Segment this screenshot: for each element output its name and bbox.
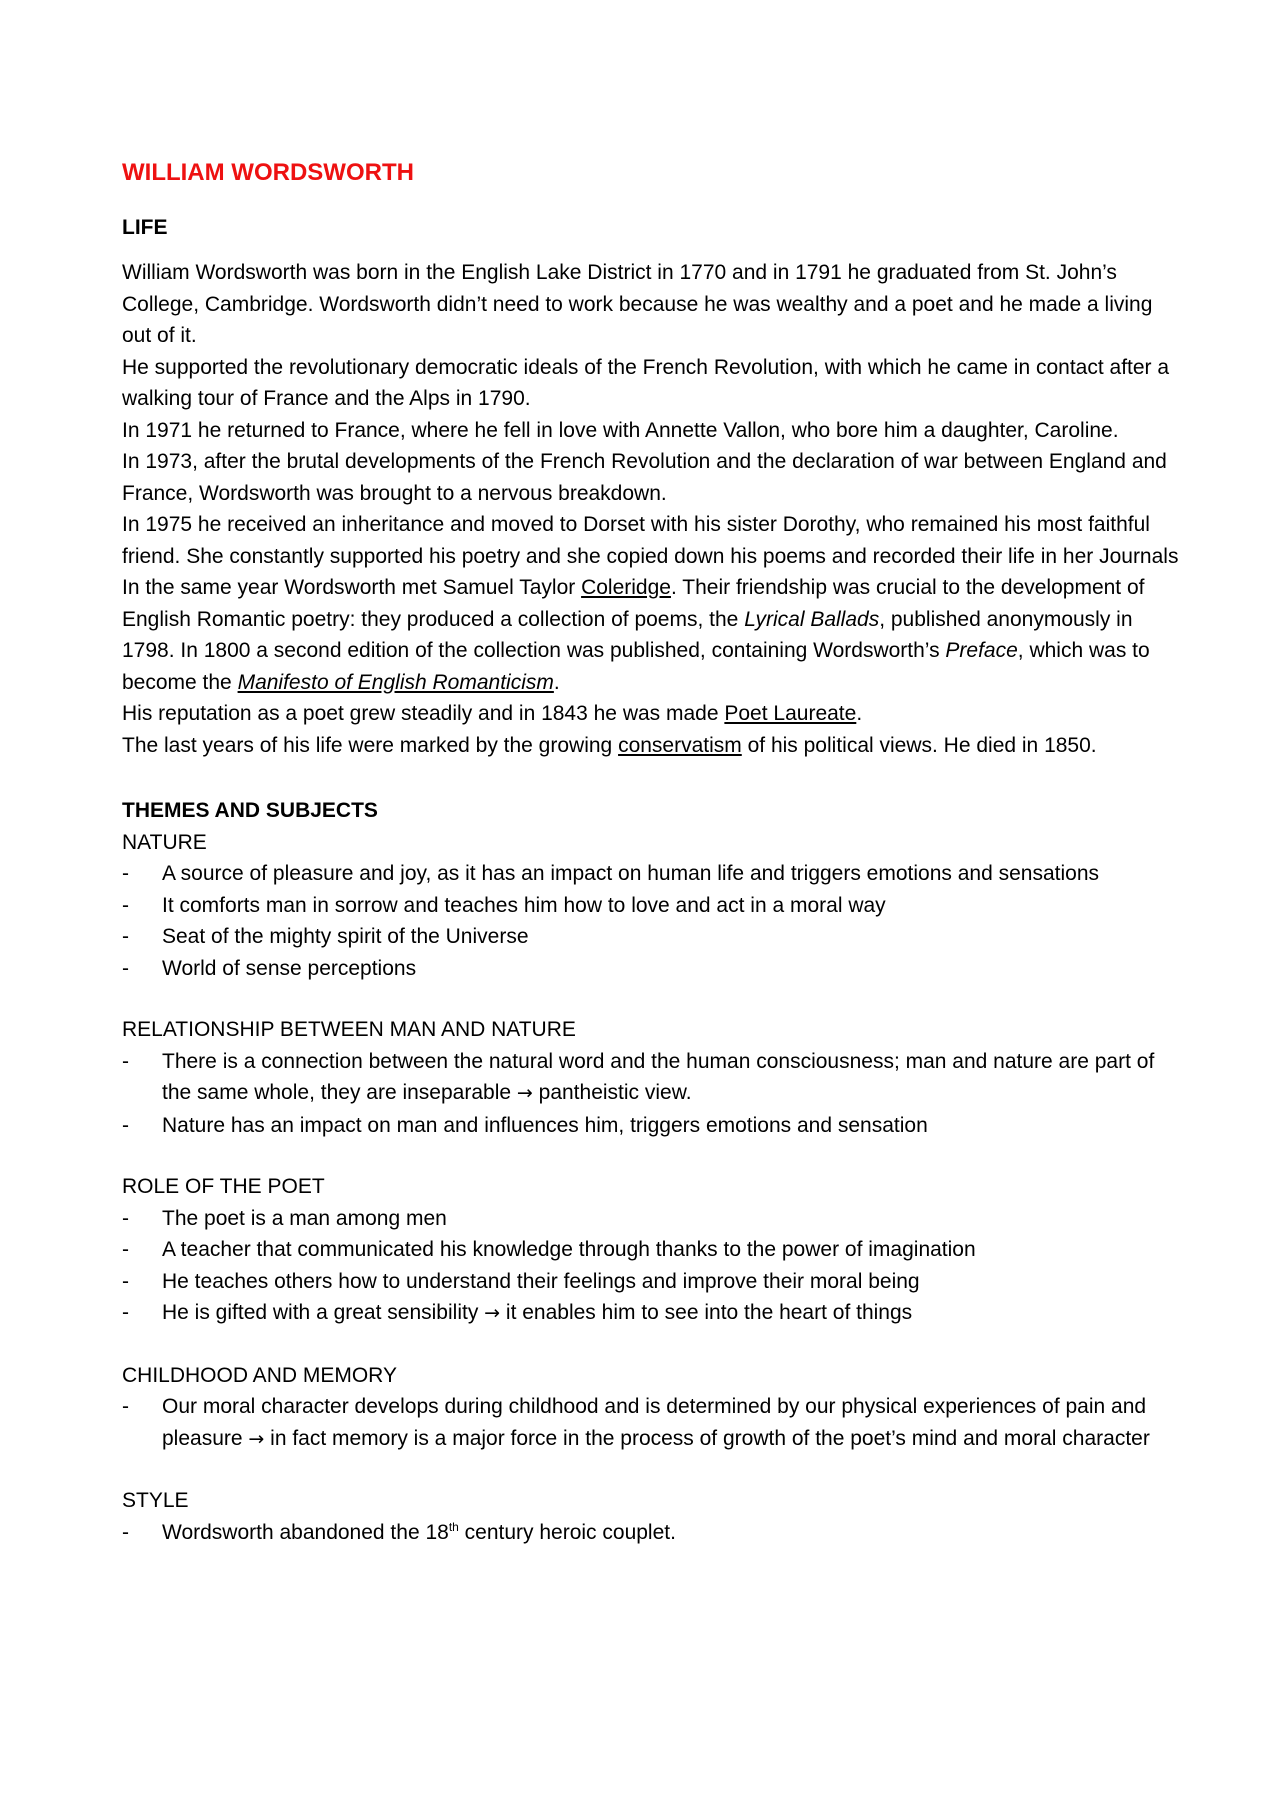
list-item	[122, 1266, 1180, 1298]
spacer	[122, 1330, 1180, 1360]
list-item-text: it enables him to see into the heart of things	[500, 1301, 913, 1324]
list-item-text: Seat of the mighty spirit of the Universe	[162, 925, 529, 948]
nature-list	[122, 858, 1180, 984]
list-item	[122, 1297, 1180, 1330]
dash-bullet: -	[122, 1238, 129, 1261]
life-paragraph-6	[122, 572, 1180, 698]
dash-bullet: -	[122, 1049, 129, 1073]
list-item-text: in fact memory is a major force in the process of growth of the poet’s mind and moral character	[264, 1426, 1150, 1450]
dash-bullet: -	[122, 1301, 129, 1324]
spacer	[122, 761, 1180, 795]
style-heading: STYLE	[122, 1489, 189, 1512]
manifesto-italic-underlined: Manifesto of English Romanticism	[237, 670, 554, 694]
list-item-text: Our moral character develops during childhood and is determined by our physical experiences of pain and pleasure	[162, 1395, 1147, 1450]
dash-bullet: -	[122, 956, 129, 980]
dash-bullet: -	[122, 1113, 129, 1137]
coleridge-underlined: Coleridge	[581, 576, 671, 599]
list-item-text: He is gifted with a great sensibility	[162, 1301, 485, 1324]
dash-bullet: -	[122, 925, 129, 948]
list-item-text: The poet is a man among men	[162, 1206, 447, 1230]
life-paragraph-2: He supported the revolutionary democratic ideals of the French Revolution, with which he came in contact after a walking tour of France and the Alps in 1790.	[122, 355, 1170, 410]
dash-bullet: -	[122, 1520, 129, 1544]
list-item	[122, 953, 1180, 985]
dash-bullet: -	[122, 1395, 129, 1418]
preface-italic: Preface	[945, 639, 1018, 662]
life-heading: LIFE	[122, 216, 168, 239]
spacer	[122, 1141, 1180, 1171]
spacer	[122, 984, 1180, 1014]
list-item-text: A teacher that communicated his knowledge through thanks to the power of imagination	[162, 1238, 976, 1261]
life-paragraph-7	[122, 698, 1180, 730]
text-run: , published anonymously in 1798. In 1800 a second edition of the collection was published, containing Wordsworth’s	[122, 607, 1133, 662]
life-paragraph-3: In 1971 he returned to France, where he fell in love with Annette Vallon, who bore him a daughter, Caroline.	[122, 418, 1119, 442]
dash-bullet: -	[122, 1206, 129, 1230]
list-item	[122, 890, 1180, 922]
text-run: .	[856, 702, 863, 725]
childhood-list	[122, 1391, 1180, 1455]
list-item	[122, 1391, 1180, 1455]
text-run: . Their friendship was crucial to the development of English Romantic poetry: they produced a collection of poems, the	[122, 576, 1145, 631]
relationship-list	[122, 1046, 1180, 1142]
arrow-right-icon: →	[516, 1082, 533, 1104]
life-section	[122, 257, 1180, 761]
dash-bullet: -	[122, 862, 129, 885]
style-list	[122, 1517, 1180, 1549]
arrow-right-icon: →	[484, 1302, 501, 1324]
list-item	[122, 1046, 1180, 1110]
document-title: WILLIAM WORDSWORTH	[122, 159, 414, 186]
list-item-text: He teaches others how to understand their feelings and improve their moral being	[162, 1269, 920, 1293]
list-item	[122, 1234, 1180, 1266]
arrow-right-icon: →	[248, 1427, 265, 1450]
list-item-text: A source of pleasure and joy, as it has an impact on human life and triggers emotions and sensations	[162, 862, 1099, 885]
poet-laureate-underlined: Poet Laureate	[724, 702, 857, 725]
list-item-text: century heroic couplet.	[458, 1520, 676, 1544]
list-item	[122, 921, 1180, 953]
life-paragraph-4: In 1973, after the brutal developments of the French Revolution and the declaration of war between England and France, Wordsworth was brought to a nervous breakdown.	[122, 450, 1167, 505]
life-paragraph-1: William Wordsworth was born in the English Lake District in 1770 and in 1791 he graduated from St. John’s College, Cambridge. Wordsworth didn’t need to work because he was wealthy and a poet and he made a living out of it.	[122, 261, 1153, 347]
text-run: In the same year Wordsworth met Samuel Taylor	[122, 576, 582, 599]
nature-heading: NATURE	[122, 830, 207, 854]
dash-bullet: -	[122, 1269, 129, 1293]
text-run: The last years of his life were marked by the growing	[122, 733, 619, 757]
spacer	[122, 1455, 1180, 1485]
life-paragraph-8	[122, 730, 1180, 762]
text-run: , which was to become the	[122, 639, 1150, 694]
list-item	[122, 1517, 1180, 1549]
text-run: His reputation as a poet grew steadily and in 1843 he was made	[122, 702, 725, 725]
list-item-text: It comforts man in sorrow and teaches him how to love and act in a moral way	[162, 893, 886, 917]
text-run: of his political views. He died in 1850.	[741, 733, 1097, 757]
superscript-th: th	[448, 1519, 459, 1534]
list-item	[122, 858, 1180, 890]
lyrical-ballads-italic: Lyrical Ballads	[744, 607, 880, 631]
role-list	[122, 1203, 1180, 1330]
conservatism-underlined: conservatism	[618, 733, 742, 757]
list-item-text: pantheistic view.	[532, 1081, 692, 1104]
list-item-text: World of sense perceptions	[162, 956, 417, 980]
list-item	[122, 1203, 1180, 1235]
relationship-heading: RELATIONSHIP BETWEEN MAN AND NATURE	[122, 1018, 576, 1041]
role-heading: ROLE OF THE POET	[122, 1175, 325, 1198]
dash-bullet: -	[122, 893, 129, 917]
list-item-text: There is a connection between the natural word and the human consciousness; man and nature are part of the same whole, they are inseparable	[162, 1049, 1155, 1104]
text-run: .	[553, 670, 560, 694]
list-item	[122, 1110, 1180, 1142]
themes-heading: THEMES AND SUBJECTS	[122, 799, 378, 822]
list-item-text: Nature has an impact on man and influences him, triggers emotions and sensation	[162, 1113, 928, 1137]
life-paragraph-5: In 1975 he received an inheritance and moved to Dorset with his sister Dorothy, who remained his most faithful friend. She constantly supported his poetry and she copied down his poems and recorded their life in her Journals	[122, 513, 1179, 568]
childhood-heading: CHILDHOOD AND MEMORY	[122, 1363, 397, 1387]
list-item-text: Wordsworth abandoned the 18	[162, 1520, 449, 1544]
